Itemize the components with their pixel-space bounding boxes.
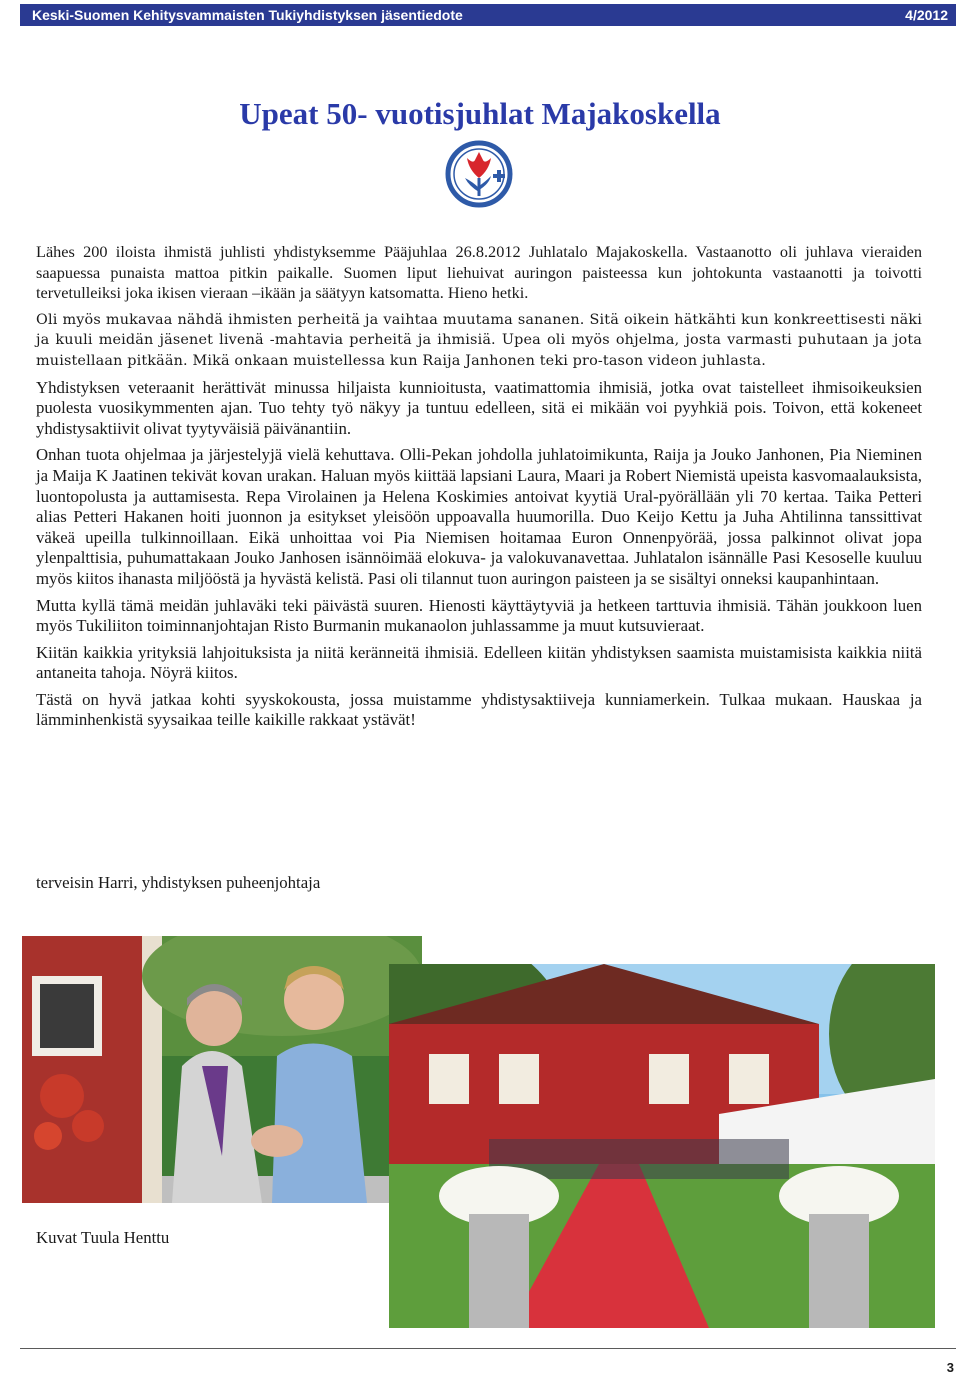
photo-credit: Kuvat Tuula Henttu bbox=[36, 1228, 170, 1247]
paragraph-5: Mutta kyllä tämä meidän juhlaväki teki päivästä suuren. Hienosti käyttäytyviä ja hetkeen tarttuvia ihmisiä. Tähän joukkoon luen myös Tukiliiton toiminnanjohtajan Risto Burmanin mukanaolon juhlassamme ja muut kutsuvieraat. bbox=[36, 595, 922, 636]
publication-header-bar bbox=[20, 4, 956, 26]
page-number: 3 bbox=[946, 1360, 954, 1375]
publication-name: Keski-Suomen Kehitysvammaisten Tukiyhdistyksen jäsentiedote bbox=[32, 7, 463, 23]
red-carpet-photo bbox=[389, 964, 935, 1328]
article-body bbox=[36, 242, 922, 737]
paragraph-1: Lähes 200 iloista ihmistä juhlisti yhdistyksemme Pääjuhlaa 26.8.2012 Juhlatalo Majakoskella. Vastaanotto oli juhlava vieraiden saapuessa punaista mattoa pitkin paikalle. Suomen liput liehuivat auringon paisteessa kun johtokunta vastaanotti ja toivotti tervetulleiksi joka ikisen vieraan –ikään ja säätyyn katsomatta. Hieno hetki. bbox=[36, 242, 922, 303]
tulip-cross-emblem-icon bbox=[445, 140, 515, 208]
article-title: Upeat 50- vuotisjuhlat Majakoskella bbox=[239, 96, 721, 131]
handshake-photo bbox=[22, 936, 422, 1203]
signoff: terveisin Harri, yhdistyksen puheenjohtaja bbox=[36, 873, 321, 892]
issue-number: 4/2012 bbox=[905, 7, 948, 23]
footer-divider bbox=[20, 1348, 956, 1349]
paragraph-3: Yhdistyksen veteraanit herättivät minussa hiljaista kunnioitusta, vaatimattomia ihmisiä, jotka ovat taistelleet ihmisoikeuksien puolesta vuosikymmenten ajan. Tuo tehty työ näkyy ja tuntuu edelleen, sitä ei mikään voi pyyhkiä pois. Toivon, että kokeneet yhdistysaktiivit olivat tyytyväisiä päivänantiin. bbox=[36, 377, 922, 438]
paragraph-6: Kiitän kaikkia yrityksiä lahjoituksista ja niitä keränneitä ihmisiä. Edelleen kiitän yhdistyksen saamista muistamisista kaikkia niitä antaneita tahoja. Nöyrä kiitos. bbox=[36, 642, 922, 683]
paragraph-7: Tästä on hyvä jatkaa kohti syyskokousta, jossa muistamme yhdistysaktiiveja kunniamerkein. Tulkaa mukaan. Hauskaa ja lämminhenkistä syysaikaa teille kaikille rakkaat ystävät! bbox=[36, 689, 922, 730]
paragraph-2: Oli myös mukavaa nähdä ihmisten perheitä ja vaihtaa muutama sananen. Sitä oikein hätkähti kun konkreettisesti näki ja kuuli meidän jäsenet livenä -mahtavia perheitä ja ihmisiä. Upea oli myös ohjelma, josta varmasti puhutaan ja jota muistellaan pitkään. Mikä onkaan muistellessa kun Raija Janhonen teki pro-tason videon juhlasta. bbox=[36, 311, 922, 369]
paragraph-4: Onhan tuota ohjelmaa ja järjestelyjä vielä kehuttava. Olli-Pekan johdolla juhlatoimikunta, Raija ja Jouko Janhonen, Pia Nieminen ja Maija K Jaatinen tekivät kovan urakan. Haluan myös kiittää lapsiani Laura, Maari ja Robert Niemistä upeista kasvomaalauksista, luontopolusta ja auttamisesta. Repa Virolainen ja Helena Koskimies antoivat kyytiä Ural-pyörällään yli 70 kertaa. Taika Petteri alias Petteri Hakanen hoiti juonnon ja esitykset yleisöön uppoavalla huumorilla. Duo Keijo Kettu ja Juha Ahtilinna tanssittivat väkeä upeilla tulkinnoillaan. Eikä unhoittaa voi Pia Niemisen hoitamaa Euron Onnenpyörää, jossa palkinnot olivat jopa ylenpalttisia, puhumattakaan Jouko Janhosen isännöimää elokuva- ja valokuvanavettaa. Juhlatalon isännälle Pasi Kesoselle kuuluu myös kiitos ihanasta miljööstä ja hyvästä kelistä. Pasi oli tilannut tuon auringon paisteen ja se sisältyi onneksi kaupanhintaan. bbox=[36, 445, 922, 588]
